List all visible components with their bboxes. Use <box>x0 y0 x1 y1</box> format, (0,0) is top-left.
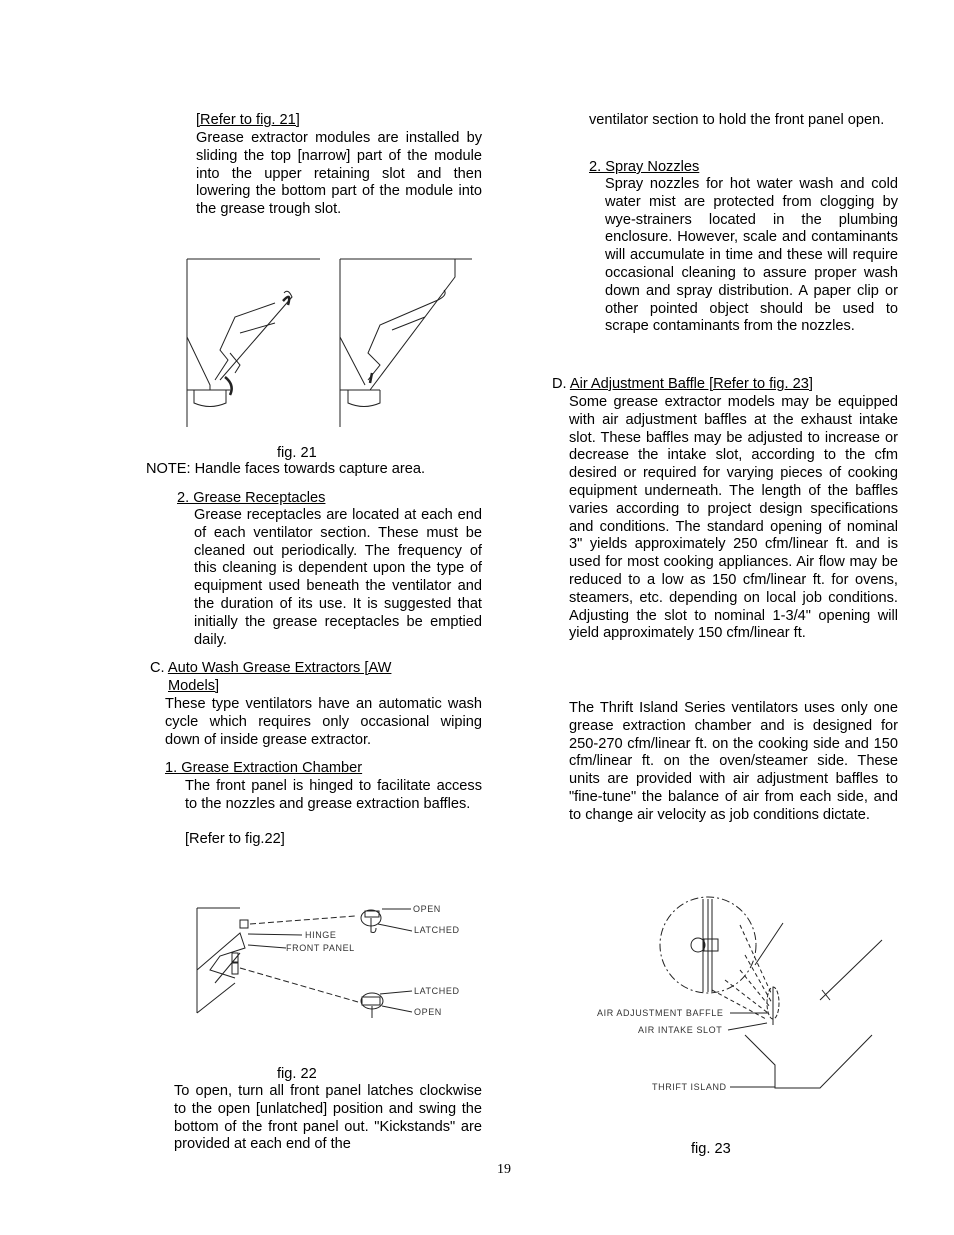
label-air-adjustment-baffle: AIR ADJUSTMENT BAFFLE <box>597 1008 724 1018</box>
label-latched-bottom: LATCHED <box>414 986 460 996</box>
heading-auto-wash-title: Auto Wash Grease Extractors [AW <box>167 660 392 676</box>
fig23-caption: fig. 23 <box>691 1141 731 1157</box>
heading-auto-wash-line2: Models] <box>168 678 220 694</box>
heading-auto-wash-prefix: C. <box>150 660 168 676</box>
paragraph-ventilator-cont: ventilator section to hold the front panel open. <box>589 112 885 128</box>
heading-auto-wash <box>150 660 391 678</box>
paragraph-thrift-island: The Thrift Island Series ventilators uses only one grease extraction chamber and is designed for 250-270 cfm/linear ft. on the cooking side and 150 cfm/linear ft. on the oven/steamer side. These units are provided with air adjustment baffles to "fine-tune" the balance of air from each side, and to change air velocity as job conditions dictate. <box>569 700 898 823</box>
label-open-top: OPEN <box>413 904 441 914</box>
fig22-caption: fig. 22 <box>277 1066 317 1082</box>
label-front-panel: FRONT PANEL <box>286 943 355 953</box>
heading-grease-receptacles: 2. Grease Receptacles <box>177 490 326 506</box>
paragraph-module-install: Grease extractor modules are installed by sliding the top [narrow] part of the module into the upper retaining slot and then lowering the bottom part of the module into the grease trough slot. <box>196 130 482 218</box>
figure-22 <box>190 898 470 1023</box>
paragraph-open-panel: To open, turn all front panel latches clockwise to the open [unlatched] position and swing the bottom of the front panel out. "Kickstands" are provided at each end of the <box>174 1083 482 1153</box>
heading-air-adjustment-title: Air Adjustment Baffle [Refer to fig. 23] <box>569 376 813 392</box>
paragraph-air-adjustment: Some grease extractor models may be equipped with air adjustment baffles at the exhaust intake slot. These baffles may be adjusted to increase or decrease the intake slot, according to the cfm desired or required for varying pieces of cooking equipment underneath. The length of the baffles varies according to project design specifications and conditions. The standard opening of nominal 3" yields approximately 250 cfm/linear ft. and is used for most cooking appliances. Air flow may be reduced to a low as 150 cfm/linear ft. for ovens, steamers, etc. depending on local job conditions. Adjusting the slot to nominal 1-3/4" opening will yield approximately 150 cfm/linear ft. <box>569 394 898 642</box>
note-handle: NOTE: Handle faces towards capture area. <box>146 461 426 477</box>
paragraph-spray-nozzles: Spray nozzles for hot water wash and cold water mist are protected from clogging by wye-strainers located in the plumbing enclosure. However, scale and contaminants will accumulate in time and these will require occasional cleaning to assure proper wash down and spray distribution. A paper clip or other pointed object should be used to scrape contaminants from the nozzles. <box>605 176 898 335</box>
heading-spray-nozzles: 2. Spray Nozzles <box>589 159 700 175</box>
label-latched-top: LATCHED <box>414 925 460 935</box>
refer-fig22: [Refer to fig.22] <box>185 831 285 847</box>
heading-grease-extraction-chamber: 1. Grease Extraction Chamber <box>165 760 363 776</box>
fig21-caption: fig. 21 <box>277 445 317 461</box>
figure-23 <box>590 895 890 1100</box>
heading-air-adjustment-prefix: D. <box>552 376 570 392</box>
label-open-bottom: OPEN <box>414 1007 442 1017</box>
page-number: 19 <box>497 1162 511 1177</box>
paragraph-grease-extraction-chamber: The front panel is hinged to facilitate access to the nozzles and grease extraction baffles. <box>185 778 482 812</box>
refer-fig21: [Refer to fig. 21] <box>196 112 300 128</box>
paragraph-grease-receptacles: Grease receptacles are located at each end of each ventilator section. These must be cleaned out periodically. The frequency of this cleaning is dependent upon the type of equipment used beneath the ventilator and the duration of its use. It is suggested that initially the grease receptacles be emptied daily. <box>194 507 482 648</box>
label-air-intake-slot: AIR INTAKE SLOT <box>638 1025 723 1035</box>
label-thrift-island: THRIFT ISLAND <box>652 1082 727 1092</box>
figure-21 <box>180 255 480 435</box>
label-hinge: HINGE <box>305 930 337 940</box>
paragraph-auto-wash: These type ventilators have an automatic wash cycle which requires only occasional wiping down of inside grease extractor. <box>165 696 482 748</box>
heading-air-adjustment <box>552 376 813 394</box>
